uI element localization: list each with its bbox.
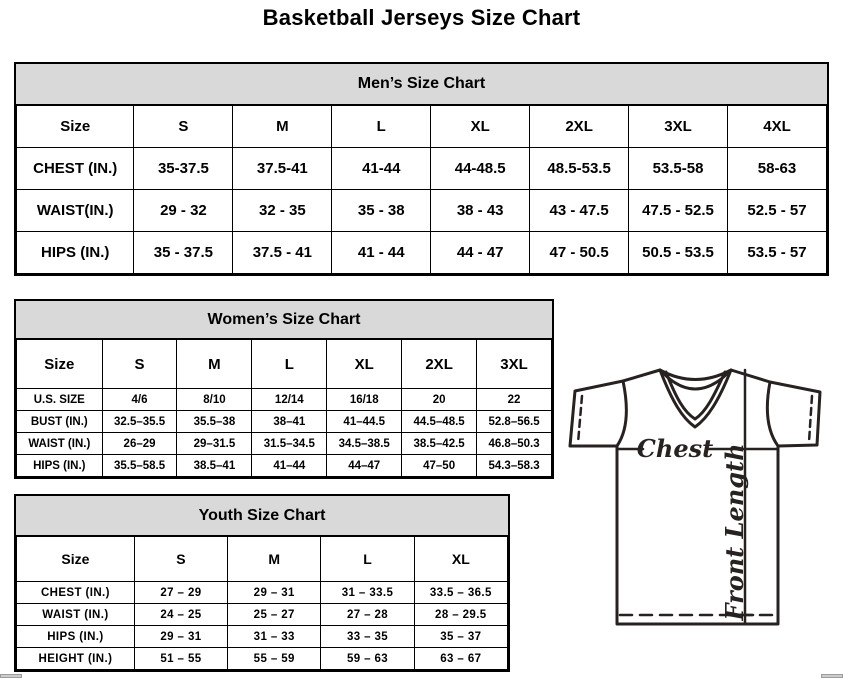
womens-header-row (17, 340, 552, 389)
value-cell: 47–50 (402, 455, 477, 477)
column-header: S (102, 340, 177, 389)
value-cell: 63 – 67 (414, 648, 507, 670)
column-header: 4XL (727, 106, 826, 148)
value-cell: 16/18 (327, 389, 402, 411)
column-header: XL (431, 106, 530, 148)
table-row-height (17, 648, 508, 670)
table-row-waist (17, 604, 508, 626)
column-header: L (332, 106, 431, 148)
jersey-measurement-diagram (556, 356, 840, 652)
table-row-bust (17, 411, 552, 433)
youth-chart-caption: Youth Size Chart (16, 496, 508, 536)
value-cell: 22 (477, 389, 552, 411)
right-cuff-dashed-line (809, 396, 812, 442)
womens-chart-caption: Women’s Size Chart (16, 301, 552, 339)
column-header: XL (414, 537, 507, 582)
column-header: L (252, 340, 327, 389)
value-cell: 24 – 25 (134, 604, 227, 626)
value-cell: 29 – 31 (134, 626, 227, 648)
chest-label: Chest (636, 434, 714, 463)
column-header: L (321, 537, 414, 582)
value-cell: 52.5 - 57 (727, 190, 826, 232)
value-cell: 38–41 (252, 411, 327, 433)
column-header: 2XL (402, 340, 477, 389)
youth-table (16, 536, 508, 670)
value-cell: 53.5-58 (629, 148, 728, 190)
youth-size-chart (14, 494, 510, 672)
value-cell: 44-48.5 (431, 148, 530, 190)
value-cell: 48.5-53.5 (530, 148, 629, 190)
value-cell: 33.5 – 36.5 (414, 582, 507, 604)
value-cell: 34.5–38.5 (327, 433, 402, 455)
column-header: M (228, 537, 321, 582)
table-row-hips (17, 232, 827, 274)
value-cell: 46.8–50.3 (477, 433, 552, 455)
value-cell: 29–31.5 (177, 433, 252, 455)
value-cell: 38.5–42.5 (402, 433, 477, 455)
table-row-waist (17, 190, 827, 232)
value-cell: 35 - 38 (332, 190, 431, 232)
value-cell: 53.5 - 57 (727, 232, 826, 274)
column-header-size: Size (17, 106, 134, 148)
column-header: 3XL (629, 106, 728, 148)
value-cell: 29 - 32 (134, 190, 233, 232)
left-cuff-dashed-line (578, 396, 582, 443)
value-cell: 27 – 28 (321, 604, 414, 626)
column-header: S (134, 106, 233, 148)
value-cell: 31 – 33 (228, 626, 321, 648)
value-cell: 51 – 55 (134, 648, 227, 670)
row-label: BUST (IN.) (17, 411, 103, 433)
value-cell: 38 - 43 (431, 190, 530, 232)
value-cell: 12/14 (252, 389, 327, 411)
value-cell: 43 - 47.5 (530, 190, 629, 232)
value-cell: 58-63 (727, 148, 826, 190)
value-cell: 27 – 29 (134, 582, 227, 604)
value-cell: 31.5–34.5 (252, 433, 327, 455)
value-cell: 35 - 37.5 (134, 232, 233, 274)
value-cell: 35.5–38 (177, 411, 252, 433)
jersey-outline (570, 370, 820, 624)
value-cell: 28 – 29.5 (414, 604, 507, 626)
table-row-hips (17, 626, 508, 648)
row-label: CHEST (IN.) (17, 148, 134, 190)
table-row-hips (17, 455, 552, 477)
value-cell: 41–44.5 (327, 411, 402, 433)
value-cell: 41 - 44 (332, 232, 431, 274)
column-header-size: Size (17, 340, 103, 389)
row-label: CHEST (IN.) (17, 582, 135, 604)
left-armhole-seam (617, 381, 626, 446)
value-cell: 33 – 35 (321, 626, 414, 648)
column-header: M (233, 106, 332, 148)
value-cell: 50.5 - 53.5 (629, 232, 728, 274)
column-header: S (134, 537, 227, 582)
value-cell: 32 - 35 (233, 190, 332, 232)
row-label: WAIST (IN.) (17, 604, 135, 626)
row-label: U.S. SIZE (17, 389, 103, 411)
youth-header-row (17, 537, 508, 582)
row-label: HIPS (IN.) (17, 455, 103, 477)
mens-size-chart (14, 62, 829, 276)
value-cell: 35-37.5 (134, 148, 233, 190)
value-cell: 29 – 31 (228, 582, 321, 604)
value-cell: 20 (402, 389, 477, 411)
value-cell: 44 - 47 (431, 232, 530, 274)
column-header: 2XL (530, 106, 629, 148)
value-cell: 52.8–56.5 (477, 411, 552, 433)
value-cell: 31 – 33.5 (321, 582, 414, 604)
column-header-size: Size (17, 537, 135, 582)
column-header: M (177, 340, 252, 389)
value-cell: 37.5 - 41 (233, 232, 332, 274)
womens-table (16, 339, 552, 477)
front-length-label: Front Length (720, 443, 749, 621)
row-label: WAIST (IN.) (17, 433, 103, 455)
row-label: HEIGHT (IN.) (17, 648, 135, 670)
value-cell: 35.5–58.5 (102, 455, 177, 477)
value-cell: 44–47 (327, 455, 402, 477)
value-cell: 32.5–35.5 (102, 411, 177, 433)
value-cell: 47 - 50.5 (530, 232, 629, 274)
column-header: XL (327, 340, 402, 389)
row-label: WAIST(IN.) (17, 190, 134, 232)
table-row-us-size (17, 389, 552, 411)
value-cell: 41-44 (332, 148, 431, 190)
row-label: HIPS (IN.) (17, 626, 135, 648)
page-title: Basketball Jerseys Size Chart (262, 5, 581, 30)
value-cell: 54.3–58.3 (477, 455, 552, 477)
value-cell: 35 – 37 (414, 626, 507, 648)
value-cell: 4/6 (102, 389, 177, 411)
value-cell: 41–44 (252, 455, 327, 477)
value-cell: 59 – 63 (321, 648, 414, 670)
value-cell: 47.5 - 52.5 (629, 190, 728, 232)
column-header: 3XL (477, 340, 552, 389)
table-row-chest (17, 148, 827, 190)
value-cell: 37.5-41 (233, 148, 332, 190)
table-row-chest (17, 582, 508, 604)
table-row-waist (17, 433, 552, 455)
mens-table (16, 105, 827, 274)
value-cell: 25 – 27 (228, 604, 321, 626)
value-cell: 26–29 (102, 433, 177, 455)
womens-size-chart (14, 299, 554, 479)
value-cell: 8/10 (177, 389, 252, 411)
value-cell: 44.5–48.5 (402, 411, 477, 433)
value-cell: 38.5–41 (177, 455, 252, 477)
mens-chart-caption: Men’s Size Chart (16, 64, 827, 105)
scrollbar-fragment-right[interactable] (821, 674, 843, 678)
value-cell: 55 – 59 (228, 648, 321, 670)
mens-header-row (17, 106, 827, 148)
scrollbar-fragment-left[interactable] (0, 674, 22, 678)
right-armhole-seam (767, 382, 778, 446)
row-label: HIPS (IN.) (17, 232, 134, 274)
